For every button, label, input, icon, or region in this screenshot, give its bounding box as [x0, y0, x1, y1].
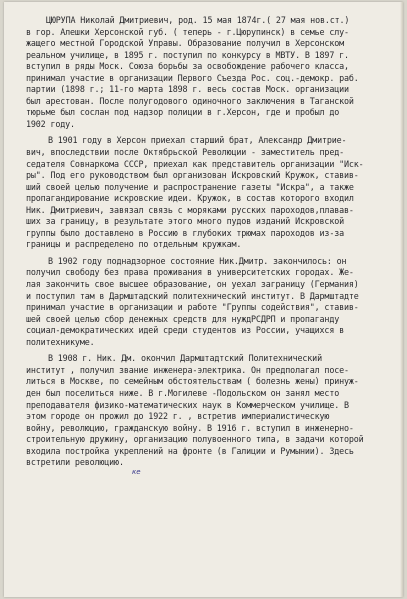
- text-line: партии (1898 г.; 11-го марта 1898 г. весь состав Моск. организации: [26, 84, 349, 95]
- text-line: седателя Совнаркома СССР, приехал как представитель организации "Иск-: [26, 158, 364, 169]
- text-line: строительную дружину, организацию полувоенного типа, в задачи которой: [26, 434, 364, 445]
- text-line: пропагандирование искровские идеи. Кружок, в состав которого входил: [26, 193, 354, 204]
- text-line: В 1901 году в Херсон приехал старший брат, Александр Дмитрие-: [48, 135, 347, 146]
- text-line: войну, революцию, гражданскую войну. В 1916 г. вступил в инженерно-: [26, 422, 354, 433]
- text-line: институт , получил звание инженера-электрика. Он предполагал посе-: [26, 364, 349, 375]
- paragraph-3: [26, 256, 388, 348]
- text-line: социал-демократических идей среди студентов из России, учащихся в: [26, 325, 344, 336]
- text-line: В 1908 г. Ник. Дм. окончил Дармштадтский Политехнический: [48, 353, 322, 364]
- text-line: принимал участие в организации Первого Съезда Рос. соц.-демокр. раб.: [26, 72, 359, 83]
- text-line: политехникуме.: [26, 336, 95, 347]
- text-line: реальном училище, в 1895 г. поступил по конкурсу в МВТУ. В 1897 г.: [26, 49, 349, 60]
- text-line: ден был поселиться ниже. В г.Могилеве -Подольском он занял место: [26, 387, 340, 398]
- text-line: этом городе он прожил до 1922 г. , встретив империалистическую: [26, 411, 330, 422]
- text-line: ших за границу, в результате этого много пудов изданий Искровской: [26, 216, 344, 227]
- paragraph-4: [26, 353, 388, 468]
- document-page: [4, 2, 403, 597]
- paragraph-2: [26, 135, 388, 250]
- text-line: тюрьме был сослан под надзор полиции в г.Херсон, где и пробыл до: [26, 107, 340, 118]
- paragraph-1: [26, 15, 388, 130]
- text-line: В 1902 году поднадзорное состояние Ник.Дмитр. закончилось: он: [48, 255, 347, 266]
- text-line: входила постройка укреплений на фронте (в Галиции и Румынии). Здесь: [26, 445, 354, 456]
- text-line: вступил в ряды Моск. Союза борьбы за освобождение рабочего класса,: [26, 61, 349, 72]
- text-line: принимал участие в организации и работе "Группы содействия", ставив-: [26, 302, 359, 313]
- text-line: 1902 году.: [26, 118, 75, 129]
- text-line: встретили революцию.: [26, 457, 124, 468]
- text-line: шей своей целью сбор денежных средств для нуждРСДРП и пропаганду: [26, 313, 340, 324]
- text-line: ший своей целью получение и распространение газеты "Искра", а также: [26, 181, 354, 192]
- handwritten-insertion: ке: [132, 468, 141, 476]
- text-line: в гор. Алешки Херсонской губ. ( теперь - г.Цюрупинск) в семье слу-: [26, 26, 349, 37]
- text-line: группы было доставлено в Россию в глубоких трюмах пароходов из-за: [26, 227, 344, 238]
- text-line: границы и распределено по отдельным кружкам.: [26, 239, 242, 250]
- text-line: лая закончить свое высшее образование, он уехал заграницу (Германия): [26, 279, 359, 290]
- document-body: [26, 15, 388, 474]
- text-line: и поступил там в Дармштадский политехнический институт. В Дармштадте: [26, 290, 359, 301]
- text-line: был арестован. После полугодового одиночного заключения в Таганской: [26, 95, 354, 106]
- text-line: получил свободу без права проживания в университетских городах. Же-: [26, 267, 354, 278]
- text-line: преподавателя физико-математических наук в Коммерческом училище. В: [26, 399, 349, 410]
- text-line: вич, впоследствии после Октябрьской Революции - заместитель пред-: [26, 147, 344, 158]
- page-edge-shadow: [400, 2, 403, 597]
- text-line: ры". Под его руководством был организован Искровский Кружок, ставив-: [26, 170, 359, 181]
- text-line: жащего местной Городской Управы. Образование получил в Херсонском: [26, 38, 344, 49]
- text-line: литься в Москве, по семейным обстоятельствам ( болезнь жены) принуж-: [26, 376, 359, 387]
- text-line: Ник. Дмитриевич, завязал связь с моряками русских пароходов,плавав-: [26, 204, 354, 215]
- text-line: ЦЮРУПА Николай Дмитриевич, род. 15 мая 1874г.( 27 мая нов.ст.): [46, 15, 350, 25]
